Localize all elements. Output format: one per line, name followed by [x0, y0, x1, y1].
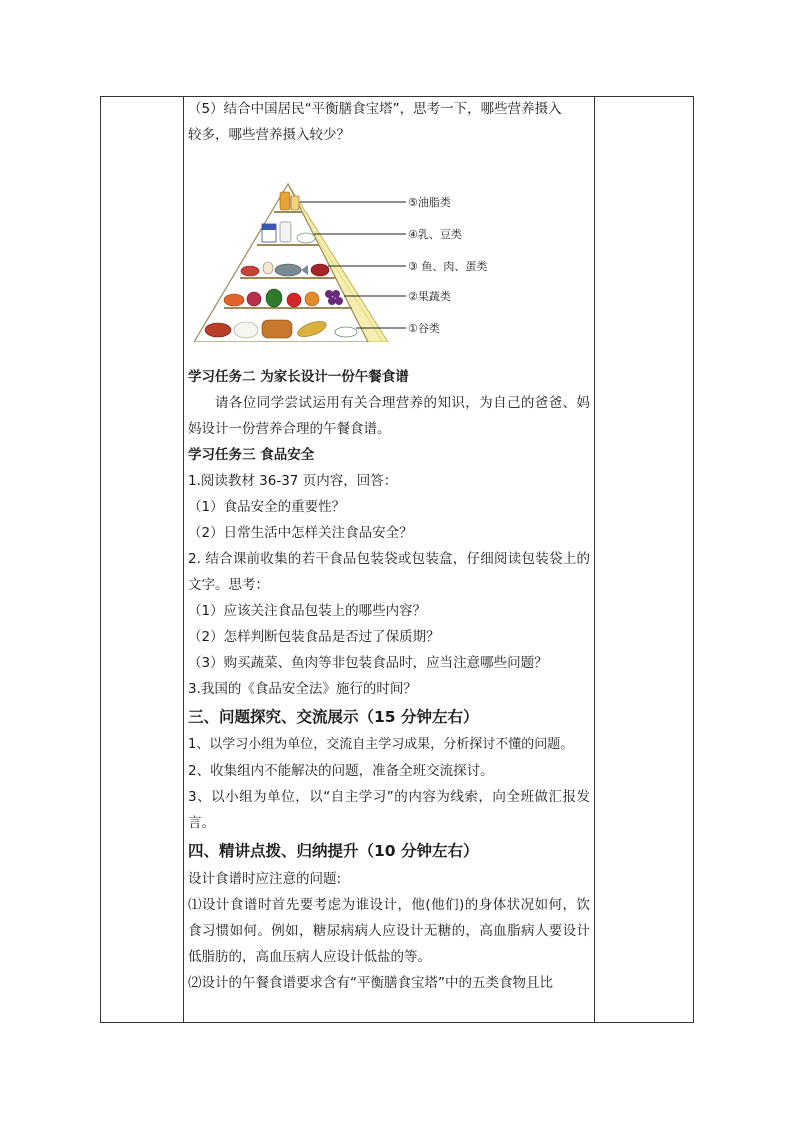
egg-icon: [263, 262, 273, 274]
content-column: [188, 96, 590, 996]
section-3-heading: 三、问题探究、交流展示（15 分钟左右）: [188, 708, 479, 726]
steamed-bun-icon: [234, 322, 258, 338]
pyramid-label-grain: ①谷类: [408, 322, 440, 335]
food-pyramid-figure: [188, 152, 590, 364]
onion-icon: [247, 292, 261, 306]
grape-icon-3: [328, 297, 336, 305]
task3-item-1: 1.阅读教材 36-37 页内容，回答：: [188, 473, 398, 489]
meat-icon: [241, 266, 259, 276]
pyramid-label-fruit: ②果蔬类: [408, 290, 451, 303]
table-divider-right: [594, 97, 595, 1022]
task3-item-4: 2. 结合课前收集的若干食品包装袋或包装盒，仔细阅读包装袋上的文字。思考：: [188, 551, 590, 593]
pyramid-label-milk: ④乳、豆类: [408, 228, 462, 241]
task3-item-6: （2）怎样判断包装食品是否过了保质期？: [188, 629, 440, 645]
task3-title: 学习任务三 食品安全: [188, 447, 315, 463]
task2-title: 学习任务二 为家长设计一份午餐食谱: [188, 369, 409, 385]
bean-bowl-icon: [297, 233, 315, 243]
section-3-item-2: 2、收集组内不能解决的问题，准备全班交流探讨。: [188, 763, 494, 779]
bread-icon: [262, 320, 292, 338]
task3-item-2: （1）食品安全的重要性？: [188, 499, 346, 515]
section-3-item-3: 3、以小组为单位，以“自主学习”的内容为线索，向全班做汇报发言。: [188, 789, 590, 831]
section-4-heading: 四、精讲点拨、归纳提升（10 分钟左右）: [188, 842, 479, 860]
carrot-icon: [224, 294, 244, 306]
q5-line-1: （5）结合中国居民“平衡膳食宝塔”，思考一下，哪些营养摄入: [188, 101, 562, 117]
task3-item-5: （1）应该关注食品包装上的哪些内容？: [188, 603, 427, 619]
sausage-icon: [311, 264, 329, 276]
pyramid-label-meat: ③ 鱼、肉、蛋类: [408, 260, 488, 273]
sweet-potato-icon: [205, 323, 231, 337]
tomato-icon: [287, 293, 301, 307]
task3-item-7: （3）购买蔬菜、鱼肉等非包装食品时，应当注意哪些问题？: [188, 655, 548, 671]
milk-glass-icon: [280, 222, 291, 242]
pepper-icon: [266, 289, 282, 307]
food-pyramid-svg: [188, 182, 488, 342]
oil-bottle-icon: [280, 192, 290, 210]
milk-carton-top-icon: [262, 224, 276, 230]
task3-item-8: 3.我国的《食品安全法》施行的时间？: [188, 681, 417, 697]
table-divider-left: [183, 97, 184, 1022]
rice-bowl-icon: [335, 327, 357, 337]
task3-item-3: （2）日常生活中怎样关注食品安全？: [188, 525, 413, 541]
pyramid-label-oil: ⑤油脂类: [408, 196, 451, 209]
section-4-item-2: ⑵设计的午餐食谱要求含有“平衡膳食宝塔”中的五类食物且比: [188, 975, 553, 991]
grape-icon-2: [332, 290, 340, 298]
section-4-item-1: ⑴设计食谱时首先要考虑为谁设计，他(他们)的身体状况如何，饮食习惯如何。例如，糖尿病病人应设计无糖的，高血脂病人要设计低脂肪的，高血压病人应设计低盐的等。: [188, 897, 590, 965]
orange-icon: [305, 292, 319, 306]
task2-body: 请各位同学尝试运用有关合理营养的知识，为自己的爸爸、妈妈设计一份营养合理的午餐食谱。: [188, 395, 590, 437]
oil-jar-icon: [291, 196, 299, 210]
q5-line-2: 较多，哪些营养摄入较少？: [188, 127, 350, 143]
grape-icon-4: [335, 297, 343, 305]
grape-icon-1: [325, 290, 333, 298]
fish-icon: [275, 264, 301, 276]
section-3-item-1: 1、以学习小组为单位，交流自主学习成果，分析探讨不懂的问题。: [188, 737, 574, 752]
section-4-intro: 设计食谱时应注意的问题:: [188, 871, 342, 887]
